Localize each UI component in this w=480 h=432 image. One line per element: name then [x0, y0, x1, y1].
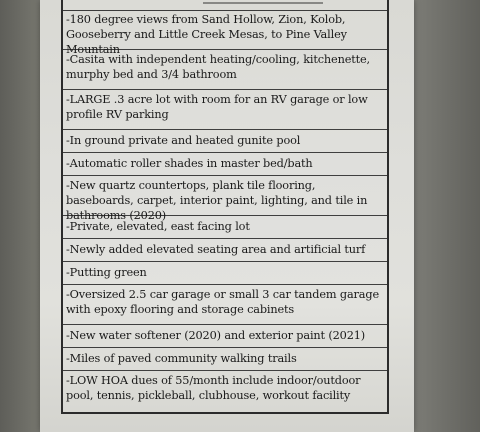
feature-row-casita: -Casita with independent heating/cooling, kitchenette, murphy bed and 3/4 bathroom	[63, 50, 387, 90]
feature-row-seating: -Newly added elevated seating area and artificial turf	[63, 239, 387, 262]
feature-row-lot: -LARGE .3 acre lot with room for an RV garage or low profile RV parking	[63, 90, 387, 130]
feature-row-garage: -Oversized 2.5 car garage or small 3 car tandem garage with epoxy flooring and storage cabinets	[63, 285, 387, 325]
feature-row-private-lot: -Private, elevated, east facing lot	[63, 216, 387, 239]
feature-row-softener: -New water softener (2020) and exterior paint (2021)	[63, 325, 387, 348]
feature-list	[63, 10, 387, 413]
header-fragment	[203, 0, 323, 4]
feature-row-upgrades: -New quartz countertops, plank tile flooring, baseboards, carpet, interior paint, lighting, and tile in bathrooms (2020)	[63, 176, 387, 216]
feature-row-hoa: -LOW HOA dues of 55/month include indoor/outdoor pool, tennis, pickleball, clubhouse, workout facility	[66, 374, 361, 402]
feature-row-pool: -In ground private and heated gunite pool	[63, 130, 387, 153]
feature-row-trails: -Miles of paved community walking trails	[63, 348, 387, 371]
feature-row-shades: -Automatic roller shades in master bed/bath	[63, 153, 387, 176]
feature-table	[61, 0, 389, 414]
feature-row-putting-green: -Putting green	[63, 262, 387, 285]
background-right	[412, 0, 480, 432]
background-left	[0, 0, 40, 432]
feature-row-views: -180 degree views from Sand Hollow, Zion, Kolob, Gooseberry and Little Creek Mesas, to Pine Valley Mountain	[63, 10, 387, 50]
printed-sheet	[40, 0, 414, 432]
